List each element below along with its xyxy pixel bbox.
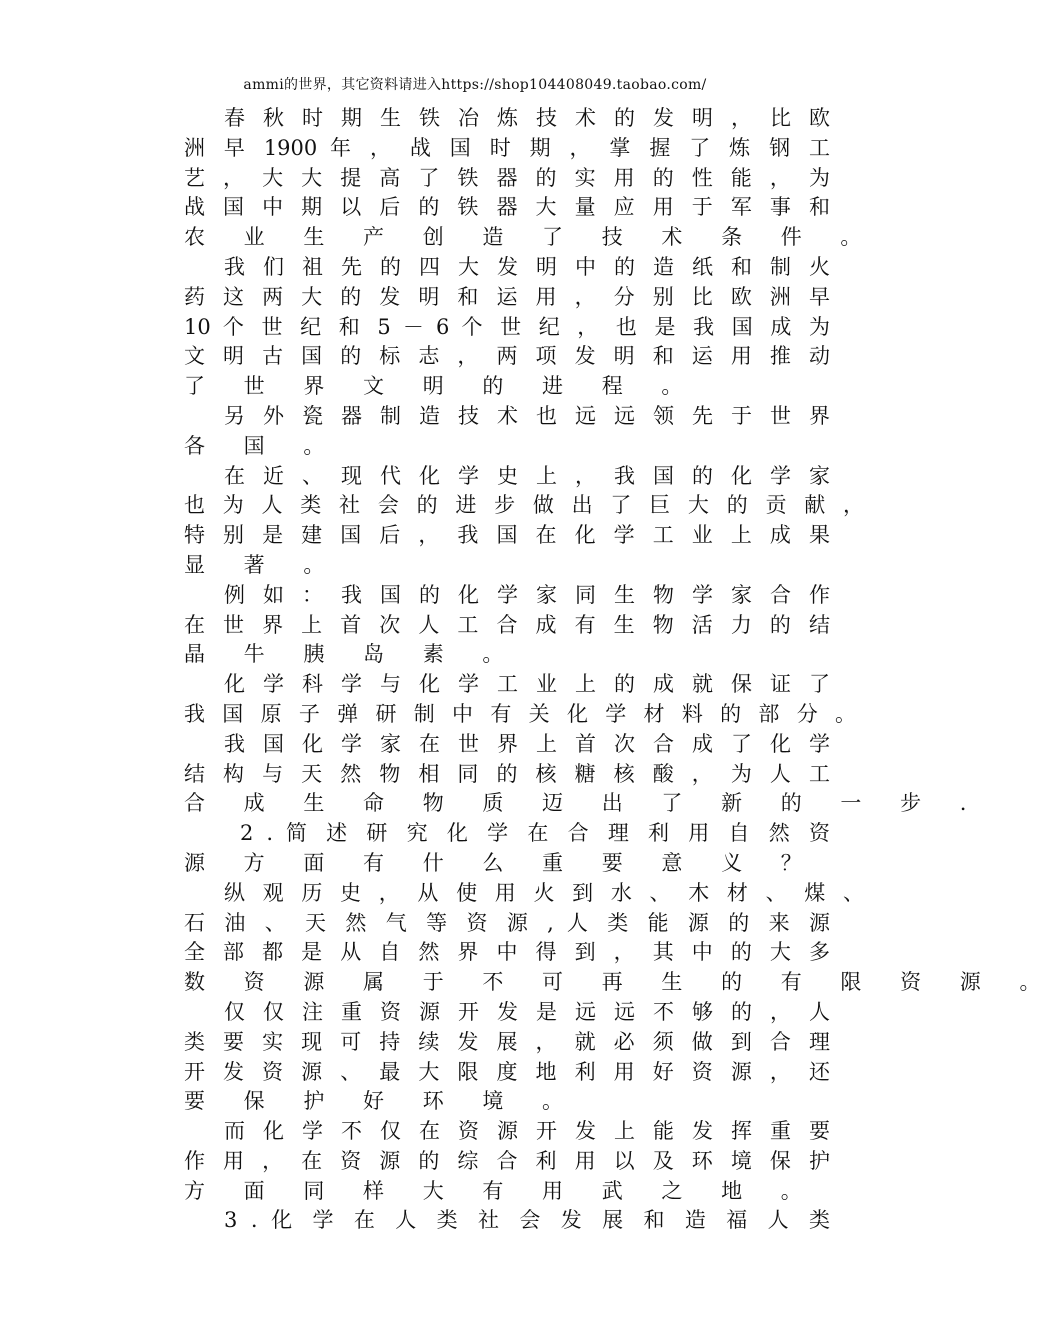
- text-line: 石 油 、 天 然 气 等 资 源 , 人 类 能 源 的 来 源: [184, 910, 830, 935]
- section-heading: 2 . 简 述 研 究 化 学 在 合 理 利 用 自 然 资: [240, 821, 830, 846]
- text-line: 合 成 生 命 物 质 迈 出 了 新 的 一 步 .: [184, 791, 983, 816]
- text-line: 另 外 瓷 器 制 造 技 术 也 远 远 领 先 于 世 界: [224, 403, 830, 428]
- text-line: 数 资 源 属 于 不 可 再 生 的 有 限 资 源 。: [184, 970, 1056, 995]
- text-line: 艺 ， 大 大 提 高 了 铁 器 的 实 用 的 性 能 ， 为: [184, 165, 830, 190]
- text-line: 在 世 界 上 首 次 人 工 合 成 有 生 物 活 力 的 结: [184, 612, 830, 637]
- text-line: 开 发 资 源 、 最 大 限 度 地 利 用 好 资 源 ， 还: [184, 1059, 830, 1084]
- text-line: 也 为 人 类 社 会 的 进 步 做 出 了 巨 大 的 贡 献 ，: [184, 493, 864, 518]
- text-line: 春 秋 时 期 生 铁 冶 炼 技 术 的 发 明 ， 比 欧: [224, 106, 830, 130]
- page-header: ammi的世界，其它资料请进入https://shop104408049.taobao.com/: [243, 77, 707, 93]
- text-line: 洲 早 1900 年 ， 战 国 时 期 ， 掌 握 了 炼 钢 工: [184, 135, 830, 160]
- text-line: 在 近 、 现 代 化 学 史 上 ， 我 国 的 化 学 家: [224, 463, 830, 488]
- text-line: 例 如 ： 我 国 的 化 学 家 同 生 物 学 家 合 作: [224, 582, 830, 607]
- body-text: [184, 104, 1056, 1236]
- section-heading: 3 . 化 学 在 人 类 社 会 发 展 和 造 福 人 类: [224, 1208, 830, 1233]
- text-line: 要 保 护 好 环 境 。: [184, 1089, 580, 1114]
- text-line: 我 国 化 学 家 在 世 界 上 首 次 合 成 了 化 学: [224, 731, 830, 756]
- text-line: 显 著 。: [184, 552, 341, 577]
- text-line: 各 国 。: [184, 433, 341, 458]
- text-line: 战 国 中 期 以 后 的 铁 器 大 量 应 用 于 军 事 和: [184, 195, 830, 220]
- text-line: 晶 牛 胰 岛 素 。: [184, 642, 520, 667]
- text-line: 特 别 是 建 国 后 ， 我 国 在 化 学 工 业 上 成 果: [184, 523, 830, 548]
- text-line: 农 业 生 产 创 造 了 技 术 条 件 。: [184, 225, 878, 250]
- text-line: 药 这 两 大 的 发 明 和 运 用 ， 分 别 比 欧 洲 早: [184, 284, 830, 309]
- text-line: 化 学 科 学 与 化 学 工 业 上 的 成 就 保 证 了: [224, 672, 830, 697]
- text-line: 全 部 都 是 从 自 然 界 中 得 到 ， 其 中 的 大 多: [184, 940, 830, 965]
- section-heading: 源 方 面 有 什 么 重 要 意 义 ？: [184, 850, 818, 875]
- text-line: 纵 观 历 史 ， 从 使 用 火 到 水 、 木 材 、 煤 、: [224, 880, 864, 905]
- text-line: 结 构 与 天 然 物 相 同 的 核 糖 核 酸 ， 为 人 工: [184, 761, 830, 786]
- text-line: 仅 仅 注 重 资 源 开 发 是 远 远 不 够 的 ， 人: [224, 999, 830, 1024]
- text-line: 了 世 界 文 明 的 进 程 。: [184, 374, 699, 399]
- text-line: 作 用 ， 在 资 源 的 综 合 利 用 以 及 环 境 保 护: [184, 1148, 830, 1173]
- text-line: 10 个 世 纪 和 5 － 6 个 世 纪 ， 也 是 我 国 成 为: [184, 314, 830, 339]
- text-line: 而 化 学 不 仅 在 资 源 开 发 上 能 发 挥 重 要: [224, 1119, 830, 1144]
- text-line: 类 要 实 现 可 持 续 发 展 ， 就 必 须 做 到 合 理: [184, 1029, 830, 1054]
- text-line: 我 国 原 子 弹 研 制 中 有 关 化 学 材 料 的 部 分 。: [184, 701, 856, 726]
- text-line: 文 明 古 国 的 标 志 ， 两 项 发 明 和 运 用 推 动: [184, 344, 830, 369]
- text-line: 我 们 祖 先 的 四 大 发 明 中 的 造 纸 和 制 火: [224, 254, 830, 279]
- text-line: 方 面 同 样 大 有 用 武 之 地 。: [184, 1178, 818, 1203]
